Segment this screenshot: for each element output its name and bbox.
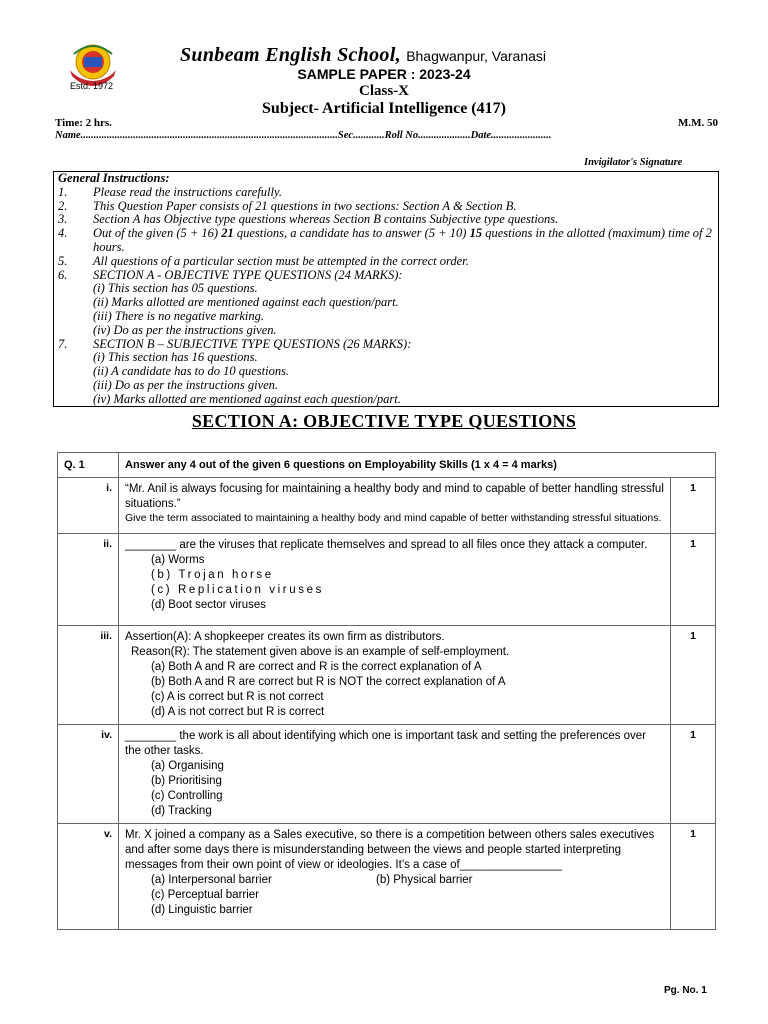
part-text (119, 824, 671, 930)
option: (d) Linguistic barrier (151, 904, 253, 916)
table-row (58, 478, 716, 534)
section-b-sub: (ii) A candidate has to do 10 questions. (93, 364, 290, 379)
section-a-title: SECTION A: OBJECTIVE TYPE QUESTIONS (191, 411, 577, 431)
table-row (58, 725, 716, 824)
instructions-title: General Instructions: (58, 171, 170, 185)
part-number: v. (58, 824, 119, 930)
question-number: Q. 1 (58, 453, 119, 478)
part-marks: 1 (671, 478, 716, 534)
general-instructions (53, 171, 719, 407)
table-row (58, 534, 716, 626)
question-table (57, 452, 716, 930)
option: (a) Interpersonal barrier (151, 874, 272, 886)
part-text (119, 478, 671, 534)
section-b-sub: (iv) Marks allotted are mentioned against each question/part. (93, 391, 401, 406)
part-text (119, 725, 671, 824)
section-a-sub: (i) This section has 05 questions. (93, 281, 258, 296)
instruction-item: 7. SECTION B – SUBJECTIVE TYPE QUESTIONS (26 MARKS): (58, 336, 412, 351)
instruction-item: 5. All questions of a particular section must be attempted in the correct order. (58, 253, 469, 268)
table-row (58, 626, 716, 725)
option: (b) Physical barrier (376, 874, 473, 886)
section-b-sub: (i) This section has 16 questions. (93, 350, 258, 365)
section-b-sub: (iii) Do as per the instructions given. (93, 377, 279, 392)
estd-label: Estd. 1972 (70, 81, 114, 91)
option: (c) Replication viruses (151, 584, 324, 596)
student-details-line: Name..................................................................................................Sec............Roll No....................Date....................... (55, 130, 552, 141)
option: (a) Both A and R are correct and R is the correct explanation of A (151, 661, 482, 673)
part-subtext: Give the term associated to maintaining a healthy body and mind capable of better withstanding stressful situations. (125, 512, 662, 524)
part-marks: 1 (671, 534, 716, 626)
page-number: Pg. No. 1 (664, 985, 707, 996)
table-row (58, 824, 716, 930)
class-label: Class-X (358, 83, 409, 99)
option: (c) Controlling (151, 790, 223, 802)
section-a-sub: (ii) Marks allotted are mentioned against each question/part. (93, 295, 399, 310)
part-text (119, 626, 671, 725)
section-a-sub: (iii) There is no negative marking. (93, 308, 265, 323)
part-reason: Reason(R): The statement given above is an example of self-employment. (131, 646, 510, 658)
instruction-item: 3. Section A has Objective type questions whereas Section B contains Subjective type questions. (58, 212, 559, 227)
option: (c) A is correct but R is not correct (151, 691, 324, 703)
question-heading: Answer any 4 out of the given 6 questions on Employability Skills (1 x 4 = 4 marks) (119, 453, 716, 478)
school-location: Bhagwanpur, Varanasi (406, 48, 547, 64)
option: (d) Boot sector viruses (151, 599, 267, 611)
part-statement: ________ are the viruses that replicate themselves and spread to all files once they attack a computer. (125, 539, 648, 551)
part-number: ii. (58, 534, 119, 626)
invigilator-signature: Invigilator's Signature (584, 157, 683, 168)
instruction-item: 4. Out of the given (5 + 16) 21 questions, a candidate has to answer (5 + 10) 15 questions in the allotted (maximum) time of 2 hours. (58, 226, 712, 254)
instruction-item: 6. SECTION A - OBJECTIVE TYPE QUESTIONS (24 MARKS): (58, 267, 403, 282)
part-text (119, 534, 671, 626)
option: (b) Both A and R are correct but R is NOT the correct explanation of A (151, 676, 506, 688)
time-label: Time: 2 hrs. (55, 117, 112, 129)
option: (a) Worms (151, 554, 205, 566)
part-statement: Assertion(A): A shopkeeper creates its own firm as distributors. (125, 631, 445, 643)
part-number: i. (58, 478, 119, 534)
option: (b) Prioritising (151, 775, 222, 787)
section-a-sub: (iv) Do as per the instructions given. (93, 322, 277, 337)
part-statement: “Mr. Anil is always focusing for maintaining a healthy body and mind to capable of better handling stressful situations.” (125, 483, 664, 510)
option: (d) Tracking (151, 805, 212, 817)
part-number: iv. (58, 725, 119, 824)
part-marks: 1 (671, 626, 716, 725)
part-number: iii. (58, 626, 119, 725)
option: (b) Trojan horse (151, 569, 274, 581)
option-row (125, 873, 664, 888)
part-marks: 1 (671, 725, 716, 824)
part-statement: Mr. X joined a company as a Sales executive, so there is a competition between others sales executives and after some days there is misunderstanding between the views and people started interpreting messages from their own point of view or ideologies. It’s a case of________________ (125, 829, 655, 871)
paper-title: SAMPLE PAPER : 2023-24 (297, 66, 471, 82)
instruction-item: 2. This Question Paper consists of 21 questions in two sections: Section A & Section B. (58, 198, 517, 213)
option: (a) Organising (151, 760, 224, 772)
question-header-row (58, 453, 716, 478)
school-name: Sunbeam English School, Bhagwanpur, Varanasi (180, 44, 547, 66)
option: (d) A is not correct but R is correct (151, 706, 325, 718)
instruction-item: 1. Please read the instructions carefully. (58, 184, 282, 199)
option: (c) Perceptual barrier (151, 889, 260, 901)
part-statement: ________ the work is all about identifying which one is important task and setting the preferences over the other tasks. (125, 730, 647, 757)
part-marks: 1 (671, 824, 716, 930)
max-marks: M.M. 50 (678, 117, 719, 129)
subject-label: Subject- Artificial Intelligence (417) (262, 100, 506, 117)
